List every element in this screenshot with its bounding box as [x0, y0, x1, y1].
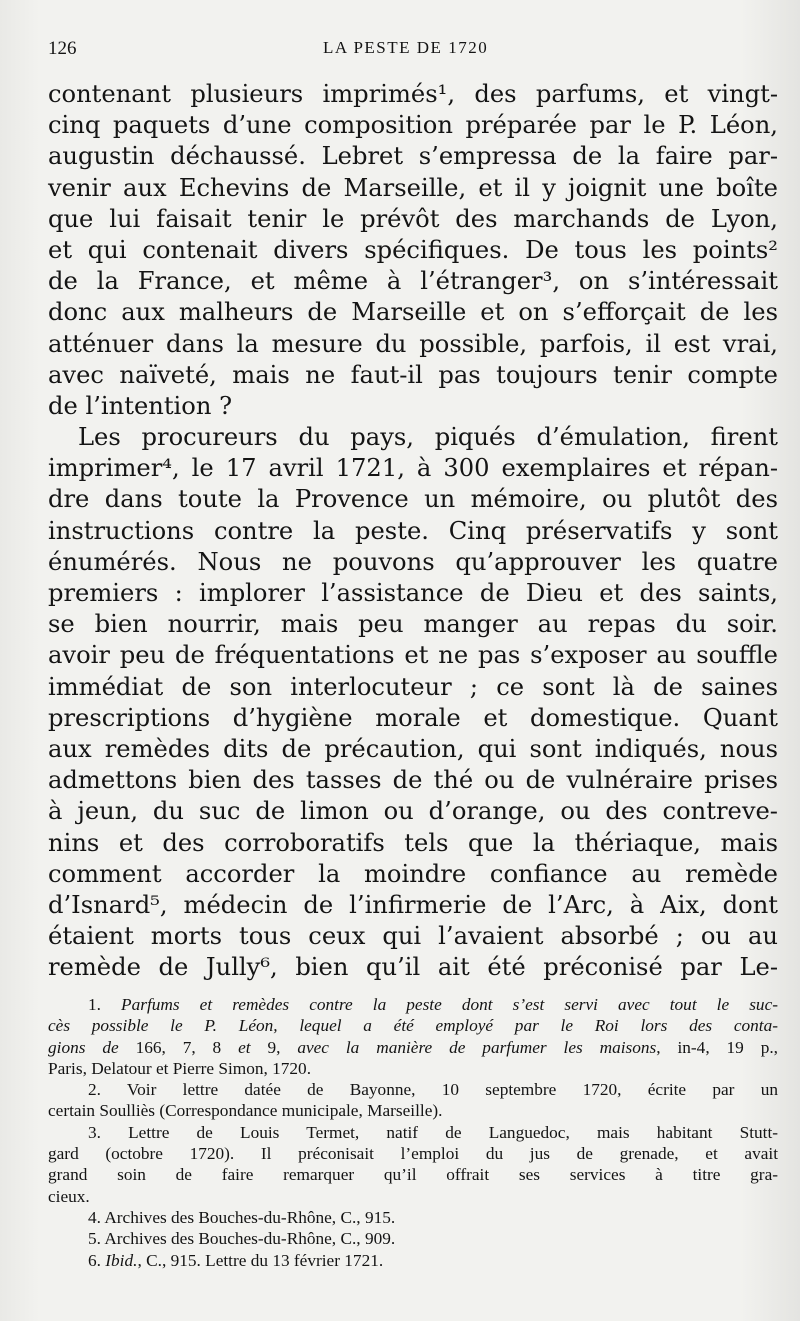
- footnote-number: 6.: [88, 1250, 106, 1270]
- footnote-number: 1.: [88, 995, 122, 1014]
- footnotes: [48, 994, 778, 1271]
- text-line: dre dans toute la Provence un mémoire, ou plutôt des: [48, 485, 778, 514]
- text-line: de la France, et même à l’étranger³, on s’intéressait: [48, 267, 778, 296]
- text-line: avoir peu de fréquentations et ne pas s’exposer au souffle: [48, 641, 778, 670]
- text-line: contenant plusieurs imprimés¹, des parfums, et vingt-: [48, 80, 778, 108]
- text-line: immédiat de son interlocuteur ; ce sont là de saines: [48, 672, 778, 701]
- footnote-text: avec la manière de parfumer les maisons: [297, 1037, 657, 1057]
- text-line: étaient morts tous ceux qui l’avaient absorbé ; ou au: [48, 922, 778, 951]
- page-header: [48, 36, 778, 64]
- footnote-1-line: cès possible le P. Léon, lequel a été employé par le Roi lors des conta-: [48, 1016, 778, 1036]
- footnote-2-line: 2. Voir lettre datée de Bayonne, 10 septembre 1720, écrite par un: [88, 1080, 778, 1100]
- footnote-2-line: certain Soulliès (Correspondance municipale, Marseille).: [48, 1101, 443, 1121]
- text-line: et qui contenait divers spécifiques. De tous les points²: [48, 235, 778, 264]
- footnote-text: , C., 915. Lettre du 13 février 1721.: [137, 1250, 384, 1270]
- text-line: prescriptions d’hygiène morale et domestique. Quant: [48, 703, 778, 732]
- footnote-3-line: gard (octobre 1720). Il préconisait l’emploi du jus de grenade, et avait: [48, 1144, 778, 1164]
- footnote-6-line: [48, 1250, 778, 1271]
- text-line: d’Isnard⁵, médecin de l’infirmerie de l’Arc, à Aix, dont: [48, 890, 778, 919]
- running-head: LA PESTE DE 1720: [323, 38, 489, 57]
- text-line: venir aux Echevins de Marseille, et il y joignit une boîte: [48, 173, 778, 202]
- text-line: imprimer⁴, le 17 avril 1721, à 300 exemplaires et répan-: [48, 454, 778, 483]
- text-line: atténuer dans la mesure du possible, parfois, il est vrai,: [48, 329, 778, 358]
- text-line: premiers : implorer l’assistance de Dieu et des saints,: [48, 579, 778, 607]
- footnote-3-line: grand soin de faire remarquer qu’il offrait ses services à titre gra-: [48, 1165, 778, 1185]
- text-line: cinq paquets d’une composition préparée par le P. Léon,: [48, 111, 778, 140]
- ibid-text: Ibid.: [105, 1250, 138, 1270]
- text-line: avec naïveté, mais ne faut-il pas toujours tenir compte: [48, 360, 778, 389]
- footnote-title: Parfums et remèdes contre la peste dont s’est servi avec tout le suc-: [121, 995, 779, 1014]
- text-line: Les procureurs du pays, piqués d’émulation, firent: [78, 423, 778, 452]
- text-line: remède de Jully⁶, bien qu’il ait été préconisé par Le-: [48, 953, 778, 982]
- text-line: comment accorder la moindre confiance au remède: [48, 859, 778, 888]
- footnote-1-line: [48, 1037, 778, 1058]
- footnote-text: 9,: [267, 1037, 298, 1057]
- text-line: donc aux malheurs de Marseille et on s’efforçait de les: [48, 298, 778, 327]
- text-line: admettons bien des tasses de thé ou de vulnéraire prises: [48, 766, 778, 795]
- text-line: de l’intention ?: [48, 391, 233, 420]
- text-line: instructions contre la peste. Cinq préservatifs y sont: [48, 516, 778, 545]
- footnote-text: et: [238, 1037, 268, 1057]
- footnote-3-line: cieux.: [48, 1186, 90, 1206]
- text-line: que lui faisait tenir le prévôt des marchands de Lyon,: [48, 204, 778, 233]
- text-line: nins et des corroboratifs tels que la thériaque, mais: [48, 828, 778, 857]
- text-line: se bien nourrir, mais peu manger au repas du soir.: [48, 610, 778, 639]
- text-line: à jeun, du suc de limon ou d’orange, ou des contreve-: [48, 797, 778, 826]
- footnote-4-line: 4. Archives des Bouches-du-Rhône, C., 915.: [88, 1207, 396, 1227]
- text-line: augustin déchaussé. Lebret s’empressa de la faire par-: [48, 142, 778, 171]
- text-line: énumérés. Nous ne pouvons qu’approuver les quatre: [48, 547, 778, 576]
- main-text: [48, 79, 778, 983]
- page-number: 126: [48, 38, 77, 59]
- footnote-1-line: [48, 994, 778, 1015]
- text-line: aux remèdes dits de précaution, qui sont indiqués, nous: [48, 734, 778, 763]
- footnote-3-line: 3. Lettre de Louis Termet, natif de Languedoc, mais habitant Stutt-: [88, 1122, 778, 1142]
- footnote-1-line: Paris, Delatour et Pierre Simon, 1720.: [48, 1058, 312, 1078]
- footnote-text: gions de: [48, 1037, 136, 1057]
- footnote-text: , in-4, 19 p.,: [656, 1037, 778, 1057]
- footnote-5-line: 5. Archives des Bouches-du-Rhône, C., 909.: [88, 1229, 396, 1249]
- footnote-text: 166, 7, 8: [135, 1037, 239, 1057]
